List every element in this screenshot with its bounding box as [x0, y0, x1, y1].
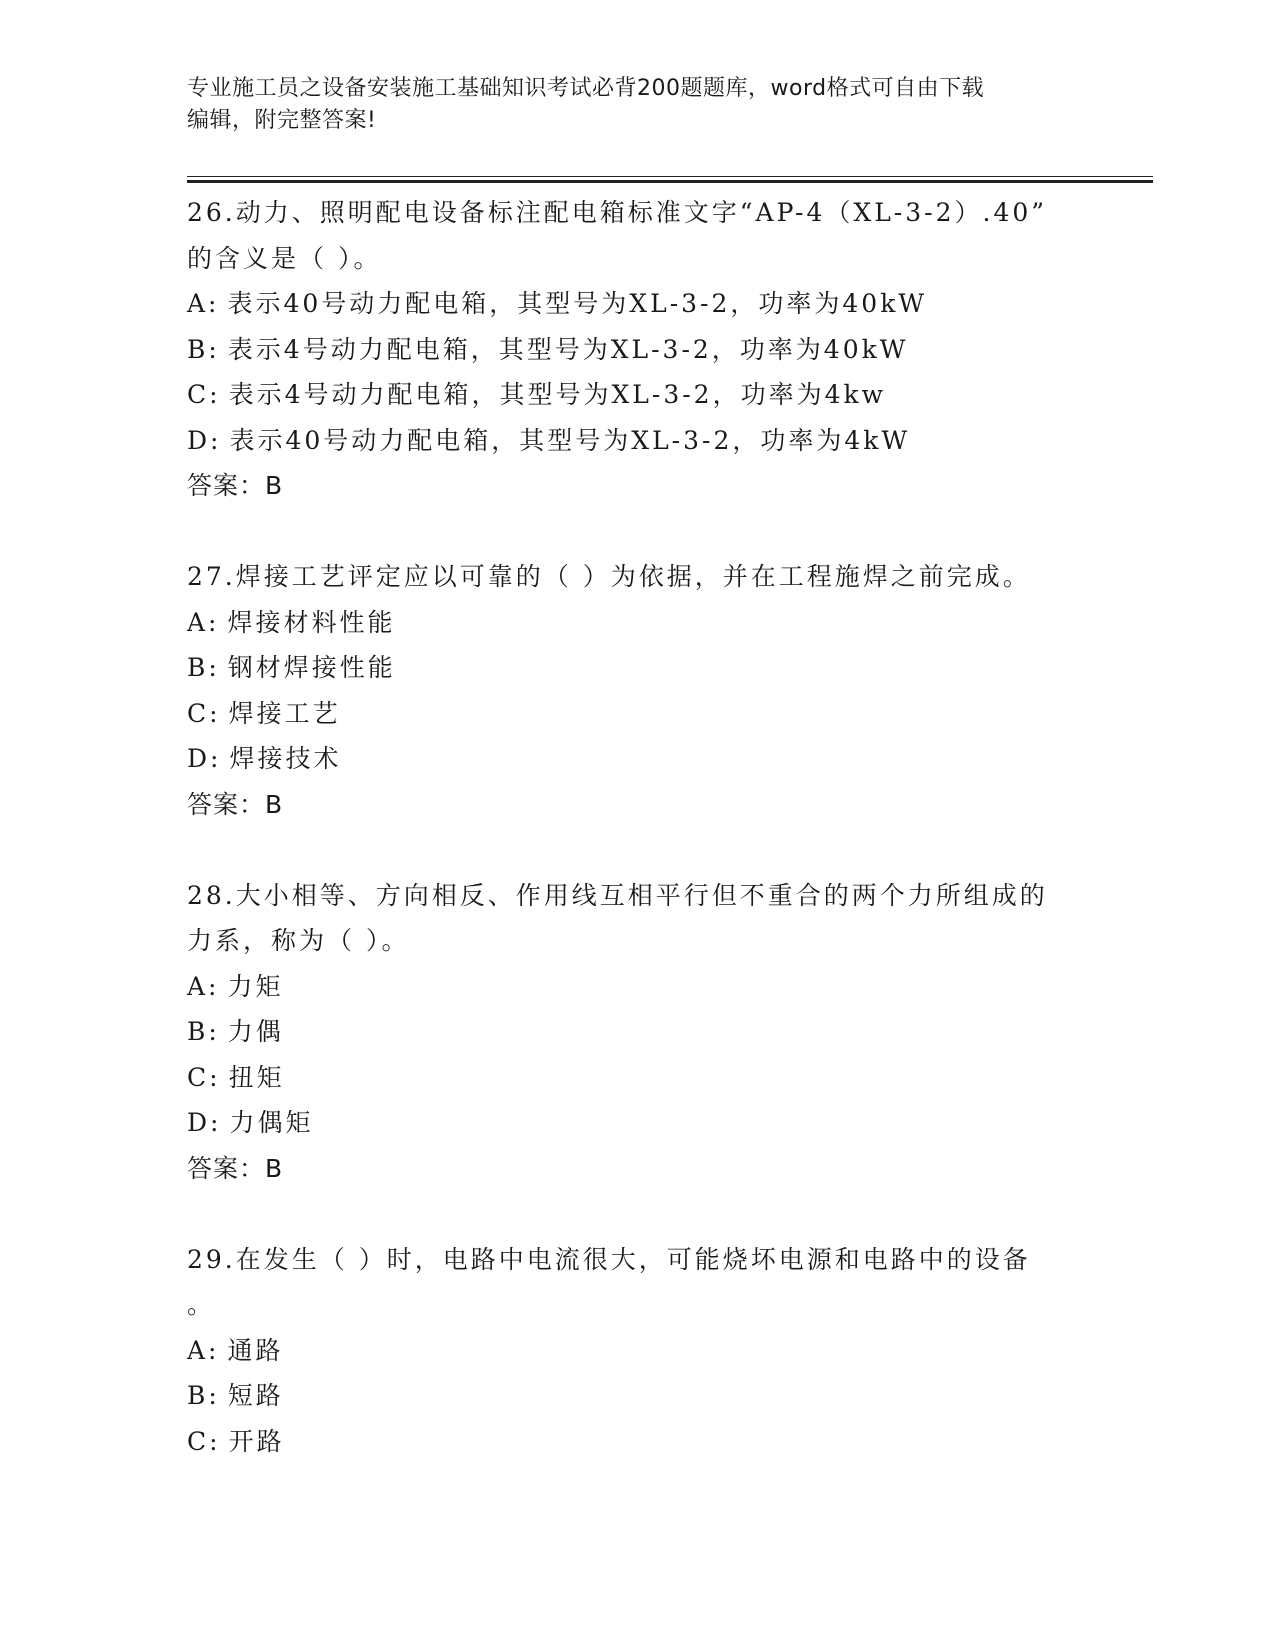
option-c — [187, 691, 1087, 737]
option-text: 短路 — [227, 1381, 284, 1410]
option-letter: A: — [187, 289, 220, 318]
question-27 — [187, 554, 1087, 827]
option-text: 扭矩 — [228, 1062, 285, 1092]
option-c — [187, 372, 1087, 418]
question-stem-continuation: 力系，称为（ ）。 — [187, 926, 410, 955]
answer-line: 答案：B — [187, 1153, 284, 1183]
option-letter: A: — [187, 971, 220, 1001]
option-a — [187, 281, 1087, 327]
option-text: 表示4号动力配电箱，其型号为XL-3-2，功率为4kw — [228, 380, 887, 409]
option-text: 通路 — [227, 1335, 284, 1365]
option-letter: D: — [187, 1108, 222, 1137]
option-b — [187, 327, 1087, 373]
question-stem-continuation: 的含义是（ ）。 — [187, 243, 382, 273]
option-d — [187, 418, 1087, 464]
question-stem: 27.焊接工艺评定应以可靠的（ ）为依据，并在工程施焊之前完成。 — [187, 562, 1031, 591]
option-b — [187, 1009, 1087, 1055]
question-stem: 28.大小相等、方向相反、作用线互相平行但不重合的两个力所组成的 — [187, 880, 1048, 910]
question-stem: 26.动力、照明配电设备标注配电箱标准文字“AP-4（XL-3-2）.40” — [187, 198, 1048, 227]
option-b — [187, 645, 1087, 691]
option-d — [187, 736, 1087, 782]
header-divider-thin — [187, 176, 1153, 177]
document-header — [187, 73, 1067, 137]
option-letter: D: — [187, 744, 222, 773]
option-letter: B: — [187, 653, 220, 682]
option-d — [187, 1100, 1087, 1146]
question-29 — [187, 1237, 1087, 1465]
header-title-line2: 编辑，附完整答案! — [187, 108, 377, 133]
question-26 — [187, 190, 1087, 509]
header-divider-thick — [187, 180, 1153, 183]
question-28 — [187, 873, 1087, 1192]
option-text: 力偶矩 — [229, 1108, 314, 1137]
answer-line: 答案：B — [187, 471, 284, 500]
answer-line: 答案：B — [187, 789, 284, 819]
option-text: 开路 — [228, 1426, 285, 1456]
option-letter: A: — [187, 1335, 220, 1365]
header-title-line1: 专业施工员之设备安装施工基础知识考试必背200题题库，word格式可自由下载 — [187, 76, 985, 101]
option-a — [187, 964, 1087, 1010]
option-c — [187, 1419, 1087, 1465]
question-stem: 29.在发生（ ）时，电路中电流很大，可能烧坏电源和电路中的设备 — [187, 1244, 1031, 1274]
option-text: 表示4号动力配电箱，其型号为XL-3-2，功率为40kW — [227, 334, 909, 364]
option-text: 力矩 — [227, 971, 284, 1001]
question-list — [187, 190, 1087, 1464]
option-letter: C: — [187, 380, 221, 409]
option-letter: C: — [187, 698, 221, 728]
option-text: 力偶 — [227, 1017, 284, 1046]
option-text: 表示40号动力配电箱，其型号为XL-3-2，功率为40kW — [227, 289, 928, 318]
option-text: 钢材焊接性能 — [227, 653, 396, 682]
option-text: 焊接技术 — [229, 744, 342, 773]
option-a — [187, 600, 1087, 646]
option-letter: B: — [187, 1017, 220, 1046]
option-letter: C: — [187, 1426, 221, 1456]
question-spacer — [187, 509, 1087, 555]
option-letter: B: — [187, 1381, 220, 1410]
option-letter: A: — [187, 607, 220, 637]
option-text: 焊接材料性能 — [227, 607, 396, 637]
option-letter: B: — [187, 334, 220, 364]
option-letter: C: — [187, 1062, 221, 1092]
option-a — [187, 1328, 1087, 1374]
option-text: 焊接工艺 — [228, 698, 341, 728]
question-spacer — [187, 827, 1087, 873]
option-letter: D: — [187, 425, 222, 455]
question-spacer — [187, 1191, 1087, 1237]
question-stem-continuation: 。 — [187, 1290, 216, 1319]
option-c — [187, 1055, 1087, 1101]
option-b — [187, 1373, 1087, 1419]
option-text: 表示40号动力配电箱，其型号为XL-3-2，功率为4kW — [229, 425, 911, 455]
